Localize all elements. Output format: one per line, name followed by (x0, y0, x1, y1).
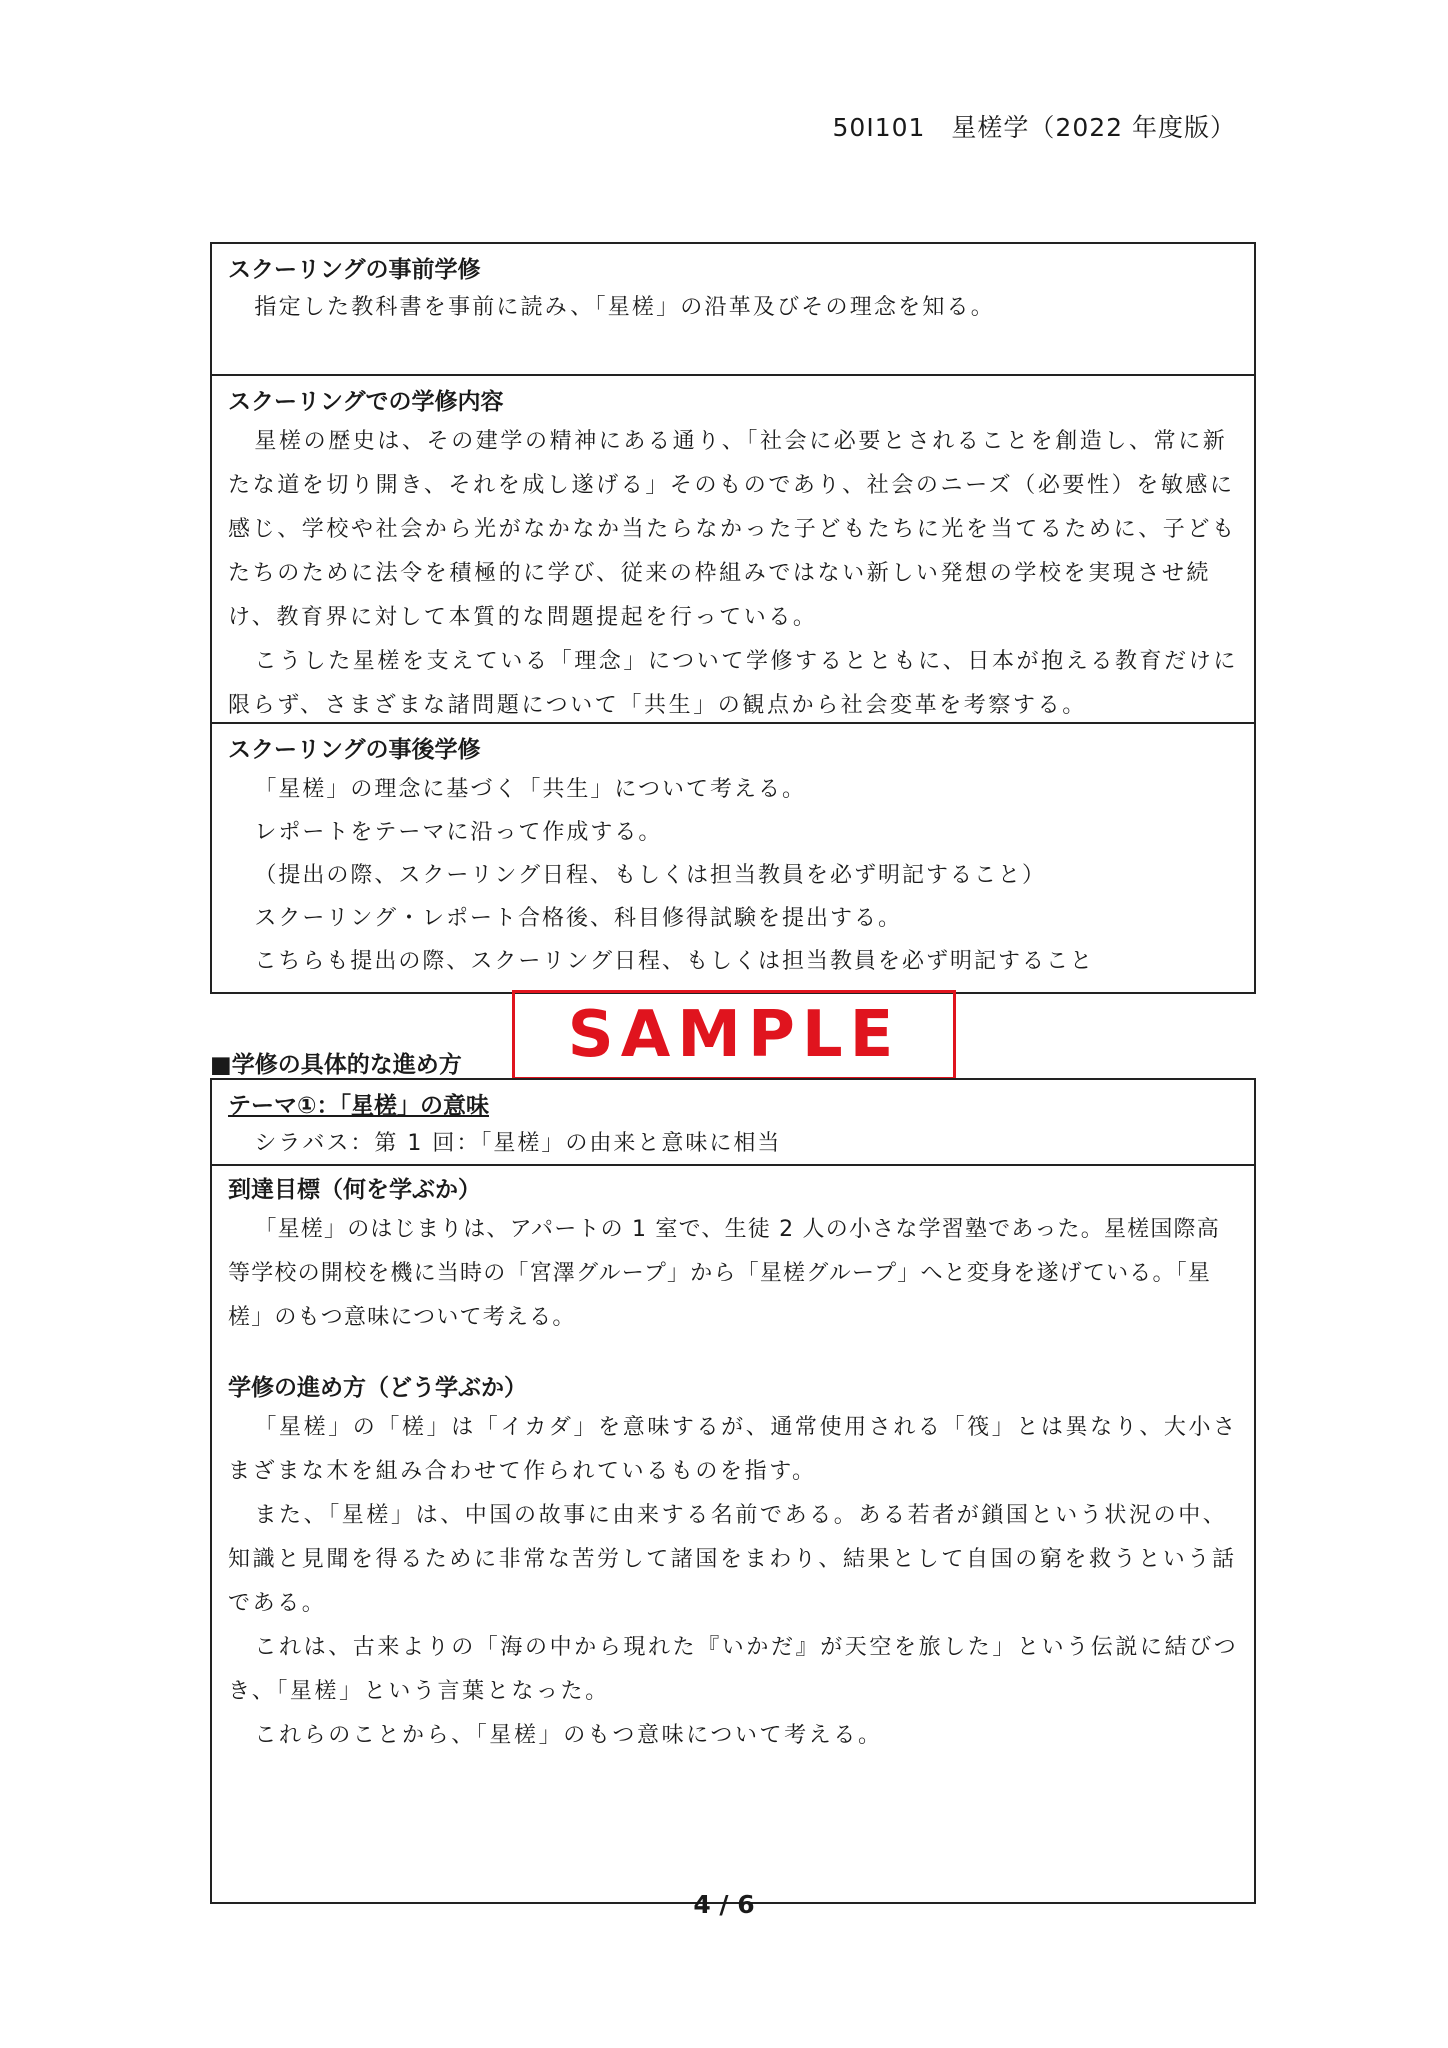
content-section (212, 376, 1254, 724)
method-paragraph-3: これは、古来よりの「海の中から現れた『いかだ』が天空を旅した」という伝説に結びつき、「星槎」という言葉となった。 (228, 1635, 1239, 1704)
post-study-line-3: （提出の際、スクーリング日程、もしくは担当教員を必ず明記すること） (254, 863, 1046, 888)
post-study-section (212, 724, 1254, 992)
theme-section (212, 1080, 1254, 1166)
pre-study-text: 指定した教科書を事前に読み、「星槎」の沿革及びその理念を知る。 (254, 295, 995, 320)
course-header: 50I101 星槎学（2022 年度版） (832, 113, 1236, 142)
method-paragraph-1: 「星槎」の「槎」は「イカダ」を意味するが、通常使用される「筏」とは異なり、大小さまざまな木を組み合わせて作られているものを指す。 (228, 1415, 1238, 1484)
post-study-line-4: スクーリング・レポート合格後、科目修得試験を提出する。 (254, 906, 902, 931)
content-paragraph-1: 星槎の歴史は、その建学の精神にある通り、「社会に必要とされることを創造し、常に新たな道を切り開き、それを成し遂げる」そのものであり、社会のニーズ（必要性）を敏感に感じ、学校や社会から光がなかなか当たらなかった子どもたちに光を当てるために、子どもたちのために法令を積極的に学び、従来の枠組みではない新しい発想の学校を実現させ続け、教育界に対して本質的な問題提起を行っている。 (228, 429, 1237, 630)
goal-paragraph: 「星槎」のはじまりは、アパートの 1 室で、生徒 2 人の小さな学習塾であった。星槎国際高等学校の開校を機に当時の「宮澤グループ」から「星槎グループ」へと変身を遂げている。「星槎」のもつ意味について考える。 (228, 1217, 1220, 1330)
pre-study-title: スクーリングの事前学修 (228, 257, 481, 283)
theme-table (210, 1078, 1256, 1904)
goal-method-section (212, 1166, 1254, 1902)
post-study-line-2: レポートをテーマに沿って作成する。 (254, 820, 663, 845)
content-paragraph-2: こうした星槎を支えている「理念」について学修するとともに、日本が抱える教育だけに限らず、さまざまな諸問題について「共生」の観点から社会変革を考察する。 (228, 649, 1238, 718)
section-heading: ■学修の具体的な進め方 (210, 1052, 462, 1078)
goal-title: 到達目標（何を学ぶか） (228, 1177, 481, 1203)
syllabus-line: シラバス：第 1 回：「星槎」の由来と意味に相当 (254, 1131, 782, 1156)
theme-title: テーマ①：「星槎」の意味 (228, 1093, 489, 1119)
pre-study-section (212, 244, 1254, 376)
method-paragraph-4: これらのことから、「星槎」のもつ意味について考える。 (254, 1723, 883, 1748)
post-study-title: スクーリングの事後学修 (228, 737, 481, 763)
schooling-table (210, 242, 1256, 994)
content-title: スクーリングでの学修内容 (228, 389, 504, 415)
post-study-line-5: こちらも提出の際、スクーリング日程、もしくは担当教員を必ず明記すること (254, 949, 1094, 974)
page-number: 4 / 6 (693, 1890, 755, 1919)
method-title: 学修の進め方（どう学ぶか） (228, 1375, 527, 1401)
post-study-line-1: 「星槎」の理念に基づく「共生」について考える。 (254, 777, 806, 802)
sample-stamp: SAMPLE (512, 990, 956, 1080)
method-paragraph-2: また、「星槎」は、中国の故事に由来する名前である。ある若者が鎖国という状況の中、知識と見聞を得るために非常な苦労して諸国をまわり、結果として自国の窮を救うという話である。 (228, 1503, 1237, 1616)
